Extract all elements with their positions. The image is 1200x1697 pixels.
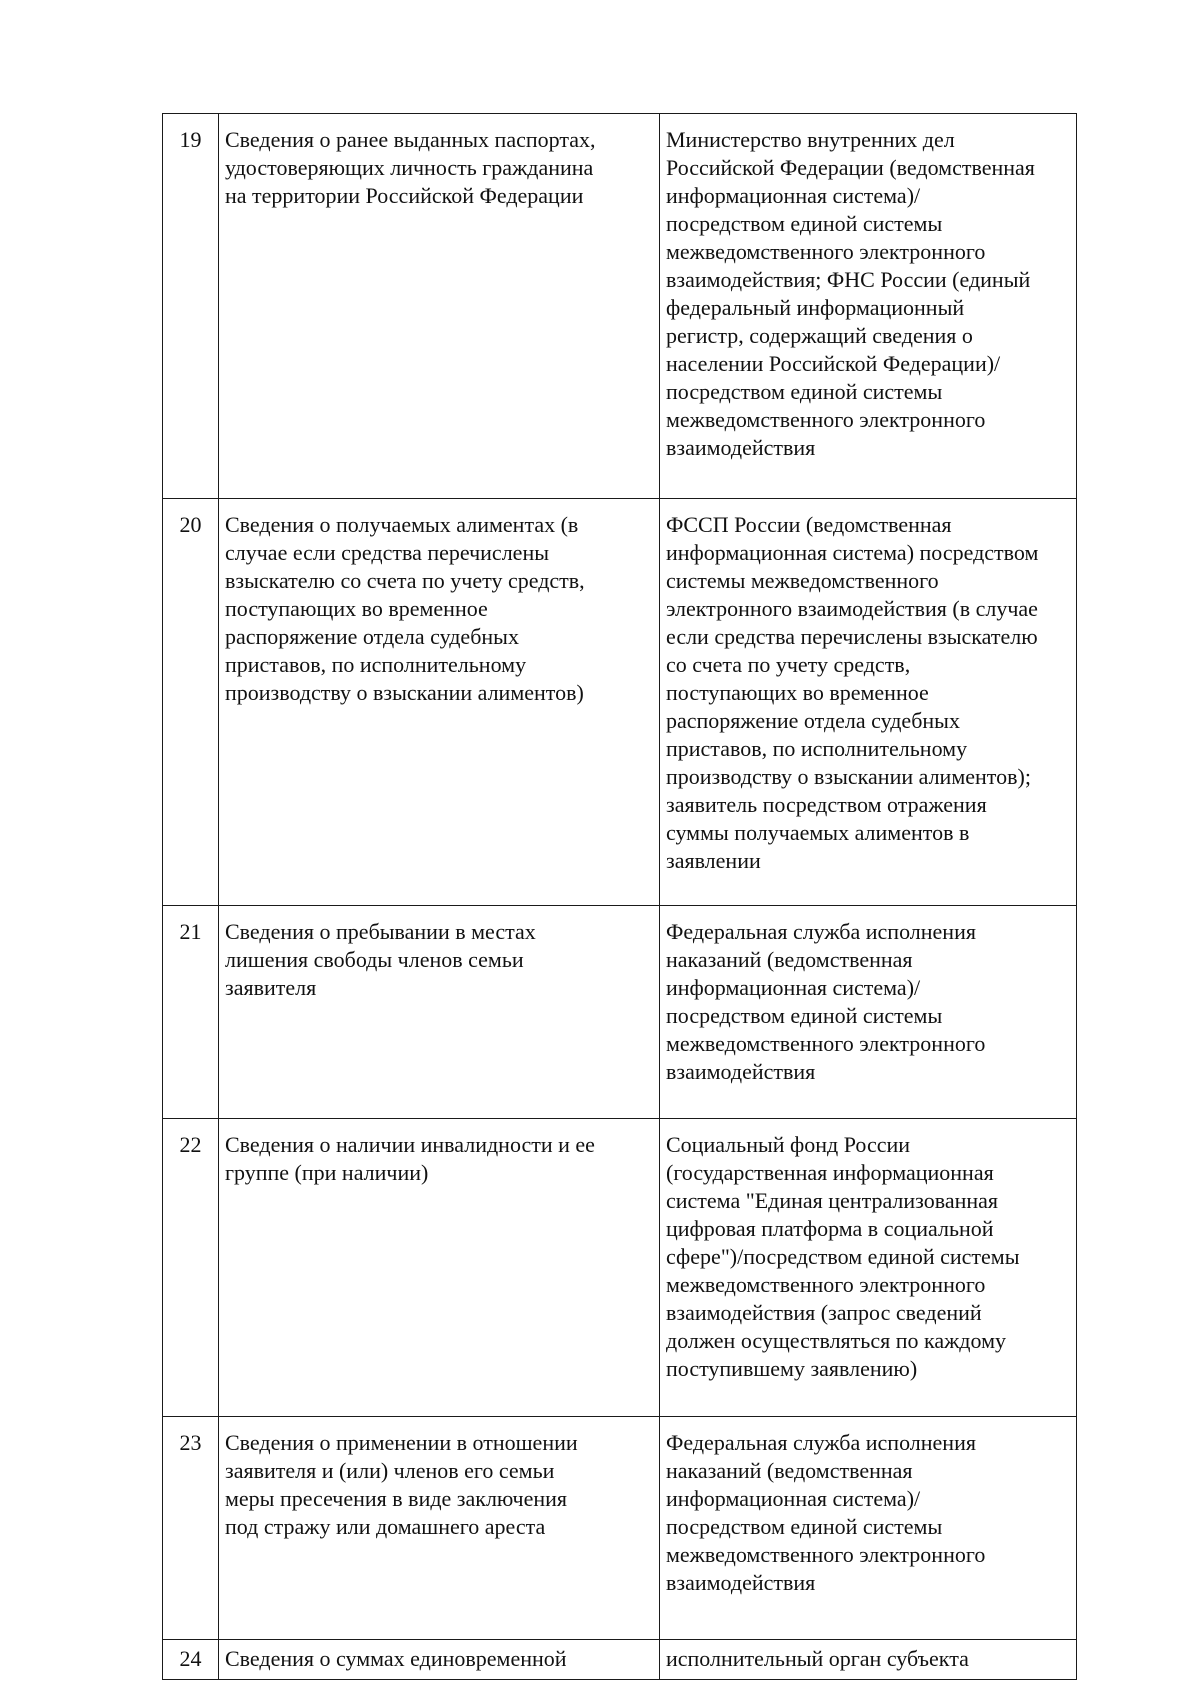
information-description: Сведения о пребывании в местах лишения свободы членов семьи заявителя	[219, 906, 660, 1119]
information-description: Сведения о применении в отношении заявителя и (или) членов его семьи меры пресечения в виде заключения под стражу или домашнего ареста	[219, 1417, 660, 1640]
information-source: Социальный фонд России (государственная информационная система "Единая централизованная цифровая платформа в социальной сфере")/посредством единой системы межведомственного электронного взаимодействия (запрос сведений должен осуществляться по каждому поступившему заявлению)	[660, 1119, 1077, 1417]
table-row	[163, 114, 1077, 499]
row-number: 20	[163, 499, 219, 906]
row-number: 19	[163, 114, 219, 499]
row-number: 24	[163, 1640, 219, 1680]
information-source: исполнительный орган субъекта	[660, 1640, 1077, 1680]
table-row	[163, 1417, 1077, 1640]
row-number: 21	[163, 906, 219, 1119]
information-description: Сведения о ранее выданных паспортах, удостоверяющих личность гражданина на территории Российской Федерации	[219, 114, 660, 499]
row-number: 23	[163, 1417, 219, 1640]
information-source: ФССП России (ведомственная информационная система) посредством системы межведомственного электронного взаимодействия (в случае если средства перечислены взыскателю со счета по учету средств, поступающих во временное распоряжение отдела судебных приставов, по исполнительному производству о взыскании алиментов); заявитель посредством отражения суммы получаемых алиментов в заявлении	[660, 499, 1077, 906]
table-row	[163, 1119, 1077, 1417]
table-row	[163, 1640, 1077, 1680]
information-source: Федеральная служба исполнения наказаний (ведомственная информационная система)/ посредством единой системы межведомственного электронного взаимодействия	[660, 1417, 1077, 1640]
table-row	[163, 499, 1077, 906]
information-source: Федеральная служба исполнения наказаний (ведомственная информационная система)/ посредством единой системы межведомственного электронного взаимодействия	[660, 906, 1077, 1119]
information-sources-table	[162, 113, 1077, 1680]
row-number: 22	[163, 1119, 219, 1417]
table-row	[163, 906, 1077, 1119]
information-description: Сведения о наличии инвалидности и ее группе (при наличии)	[219, 1119, 660, 1417]
information-description: Сведения о получаемых алиментах (в случае если средства перечислены взыскателю со счета по учету средств, поступающих во временное распоряжение отдела судебных приставов, по исполнительному производству о взыскании алиментов)	[219, 499, 660, 906]
information-source: Министерство внутренних дел Российской Федерации (ведомственная информационная система)/ посредством единой системы межведомственного электронного взаимодействия; ФНС России (единый федеральный информационный регистр, содержащий сведения о населении Российской Федерации)/ посредством единой системы межведомственного электронного взаимодействия	[660, 114, 1077, 499]
information-description: Сведения о суммах единовременной	[219, 1640, 660, 1680]
